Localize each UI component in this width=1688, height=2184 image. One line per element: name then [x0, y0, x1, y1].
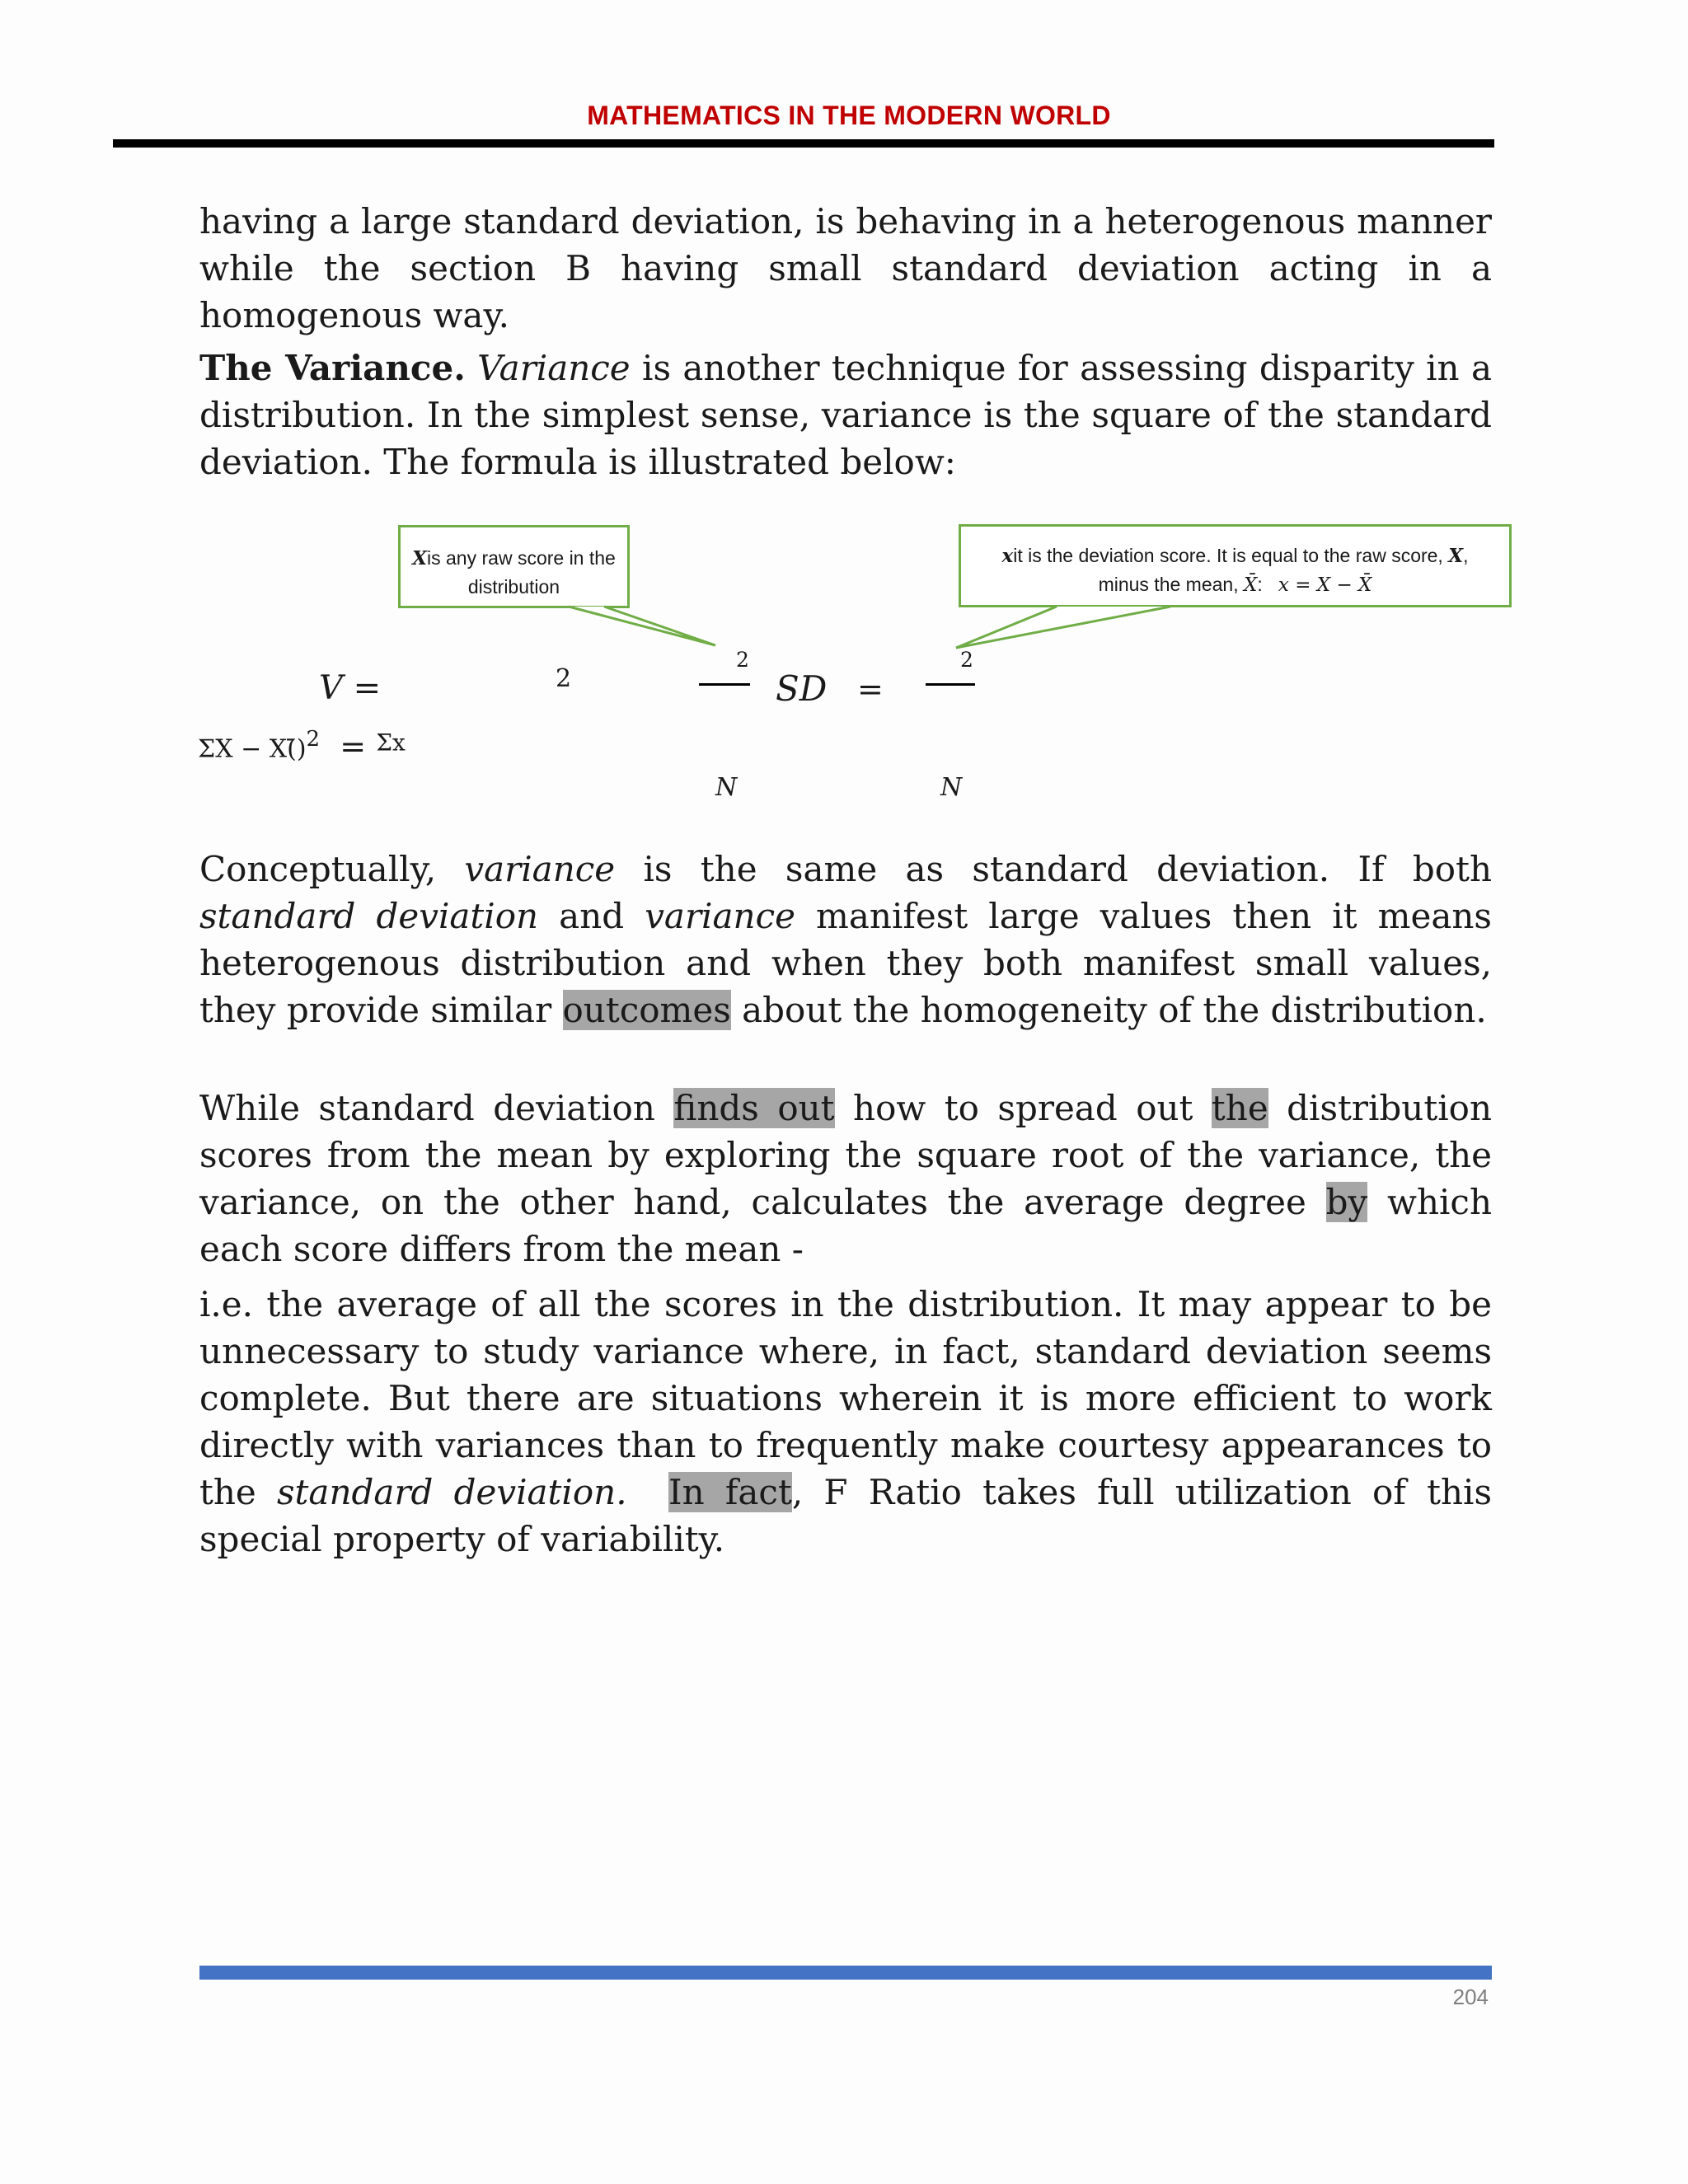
- p5-text-3: , F Ratio takes full utilization of this special property of variability.: [199, 1472, 1493, 1559]
- callout-dev-var2: X: [1448, 545, 1464, 567]
- p3-text-3: and: [538, 896, 645, 936]
- p3-italic-3: variance: [645, 896, 795, 936]
- formula-exp-left: 2: [556, 664, 572, 693]
- p3-text-4: manifest large values then it means heterogenous distribution and when they both manifest small values, they provide similar: [199, 896, 1492, 1030]
- variance-term: Variance: [477, 348, 631, 388]
- p5-text-1: i.e. the average of all the scores in the distribution. It may appear to be unnecessary to study variance where, in fact, standard deviation seems complete. But there are situations wherein it is more efficient to work directly with variances than to frequently make courtesy appearances to the: [199, 1284, 1492, 1512]
- formula-exp-right: 2: [960, 648, 973, 672]
- p4-highlight-2: the: [1211, 1088, 1268, 1128]
- p3-text-1: Conceptually,: [199, 849, 465, 889]
- p4-text-4: which each score differs from the mean -: [199, 1182, 1493, 1269]
- formula-sum-expression: [198, 727, 406, 765]
- page-number: 204: [1452, 1985, 1489, 2009]
- callout-raw-score-text: is any raw score in the distribution: [427, 547, 616, 598]
- formula-n-right: N: [940, 773, 963, 802]
- formula-eq2: =: [857, 671, 884, 707]
- callout-dev-xbar: X̄: [1243, 574, 1258, 596]
- page-header-title: MATHEMATICS IN THE MODERN WORLD: [587, 101, 1111, 130]
- formula-exp-mid: 2: [736, 648, 749, 672]
- p5-text-2: [627, 1472, 668, 1512]
- callout-right-pointer: [956, 607, 1170, 648]
- formula-sum-expr: ΣX − X(̄): [198, 734, 307, 764]
- footer-bar: [199, 1966, 1492, 1980]
- formula-v-equals: V =: [319, 669, 382, 707]
- fraction-bar-right: [926, 683, 975, 686]
- p4-text-1: While standard deviation: [199, 1088, 674, 1128]
- fraction-bar-left: [699, 683, 750, 686]
- variance-definition: is another technique for assessing disparity in a distribution. In the simplest sense, variance is the square of the standard deviation. The formula is illustrated below:: [199, 348, 1492, 482]
- p4-text-2: how to spread out: [834, 1088, 1212, 1128]
- callout-left-pointer: [569, 607, 715, 645]
- paragraph-while: [199, 1085, 1492, 1272]
- paragraph-ie: [199, 1281, 1492, 1563]
- callout-dev-text3: minus the mean,: [1098, 574, 1244, 595]
- paragraph-conceptually: [199, 846, 1492, 1033]
- callout-raw-score-var: X: [412, 547, 428, 569]
- formula-sum-x: Σx: [376, 729, 406, 757]
- p3-italic-2: standard deviation: [199, 896, 539, 936]
- callout-dev-colon: :: [1257, 574, 1263, 595]
- formula-sd: SD: [776, 668, 828, 709]
- formula-n-left: N: [715, 773, 738, 802]
- formula-sum-exp: 2: [306, 727, 321, 752]
- p3-text-5: about the homogeneity of the distribution.: [730, 990, 1487, 1030]
- p3-highlight-1: outcomes: [562, 990, 731, 1030]
- p3-italic-1: variance: [464, 849, 616, 889]
- callout-dev-formula: x = X − X̄: [1278, 574, 1372, 596]
- p4-highlight-3: by: [1325, 1182, 1368, 1222]
- paragraph-1-text: having a large standard deviation, is behaving in a heterogenous manner while the section B having small standard deviation acting in a homogenous way.: [199, 201, 1492, 335]
- callout-dev-text2: ,: [1463, 545, 1469, 566]
- formula-eq3: =: [340, 728, 367, 765]
- p3-text-2: is the same as standard deviation. If both: [615, 849, 1493, 889]
- variance-heading: The Variance.: [199, 348, 466, 388]
- p5-highlight-1: In fact: [668, 1472, 792, 1512]
- p5-italic-1: standard deviation.: [277, 1472, 627, 1512]
- callout-dev-text1: it is the deviation score. It is equal to the raw score,: [1013, 545, 1449, 566]
- p4-text-3: distribution scores from the mean by exploring the square root of the variance, the variance, on the other hand, calculates the average degree: [199, 1088, 1493, 1222]
- p4-highlight-1: finds out: [673, 1088, 835, 1128]
- callout-dev-var: x: [1001, 545, 1014, 567]
